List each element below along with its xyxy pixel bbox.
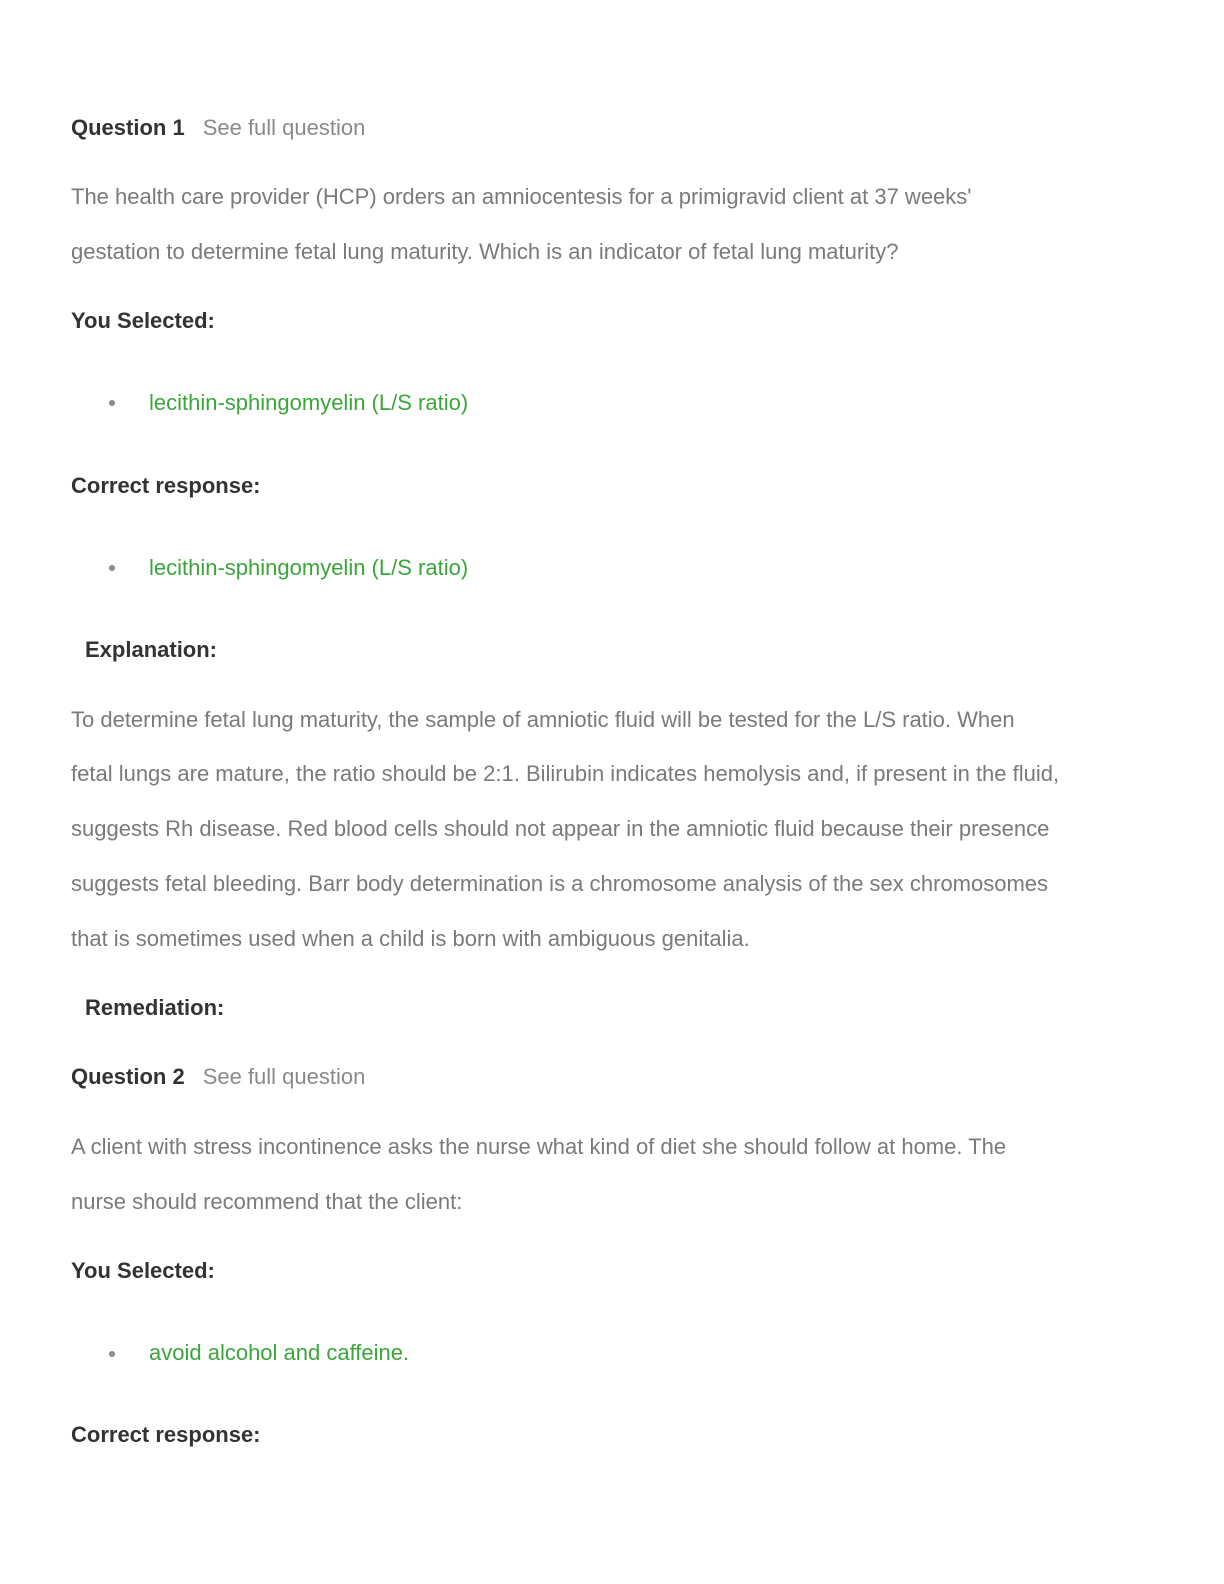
selected-answer: lecithin-sphingomyelin (L/S ratio) (149, 390, 469, 415)
question-2-header (71, 1064, 365, 1090)
correct-response-heading: Correct response: (71, 1422, 261, 1447)
you-selected-heading: You Selected: (71, 1258, 215, 1283)
question-label: Question 2 (71, 1064, 185, 1089)
see-full-question-link[interactable]: See full question (202, 1064, 366, 1089)
explanation-line: that is sometimes used when a child is born with ambiguous genitalia. (71, 926, 750, 951)
you-selected-heading: You Selected: (71, 308, 215, 333)
selected-answer: avoid alcohol and caffeine. (149, 1340, 410, 1365)
correct-response-heading: Correct response: (71, 473, 261, 498)
bullet-icon (109, 565, 115, 571)
explanation-line: fetal lungs are mature, the ratio should be 2:1. Bilirubin indicates hemolysis and, if present in the fluid, (71, 761, 1060, 786)
bullet-icon (109, 1351, 115, 1357)
question-text-line: gestation to determine fetal lung maturity. Which is an indicator of fetal lung maturity? (71, 239, 899, 264)
see-full-question-link[interactable]: See full question (202, 115, 366, 140)
explanation-heading: Explanation: (85, 637, 218, 662)
explanation-line: To determine fetal lung maturity, the sample of amniotic fluid will be tested for the L/S ratio. When (71, 707, 1015, 732)
remediation-heading: Remediation: (85, 995, 225, 1020)
correct-answer: lecithin-sphingomyelin (L/S ratio) (149, 555, 469, 580)
explanation-line: suggests Rh disease. Red blood cells should not appear in the amniotic fluid because their presence (71, 816, 1050, 841)
question-label: Question 1 (71, 115, 185, 140)
explanation-line: suggests fetal bleeding. Barr body determination is a chromosome analysis of the sex chromosomes (71, 871, 1049, 896)
bullet-icon (109, 400, 115, 406)
question-1-header (71, 115, 365, 141)
question-text-line: The health care provider (HCP) orders an amniocentesis for a primigravid client at 37 weeks' (71, 184, 972, 209)
question-text-line: nurse should recommend that the client: (71, 1189, 463, 1214)
question-text-line: A client with stress incontinence asks the nurse what kind of diet she should follow at home. The (71, 1134, 1007, 1159)
